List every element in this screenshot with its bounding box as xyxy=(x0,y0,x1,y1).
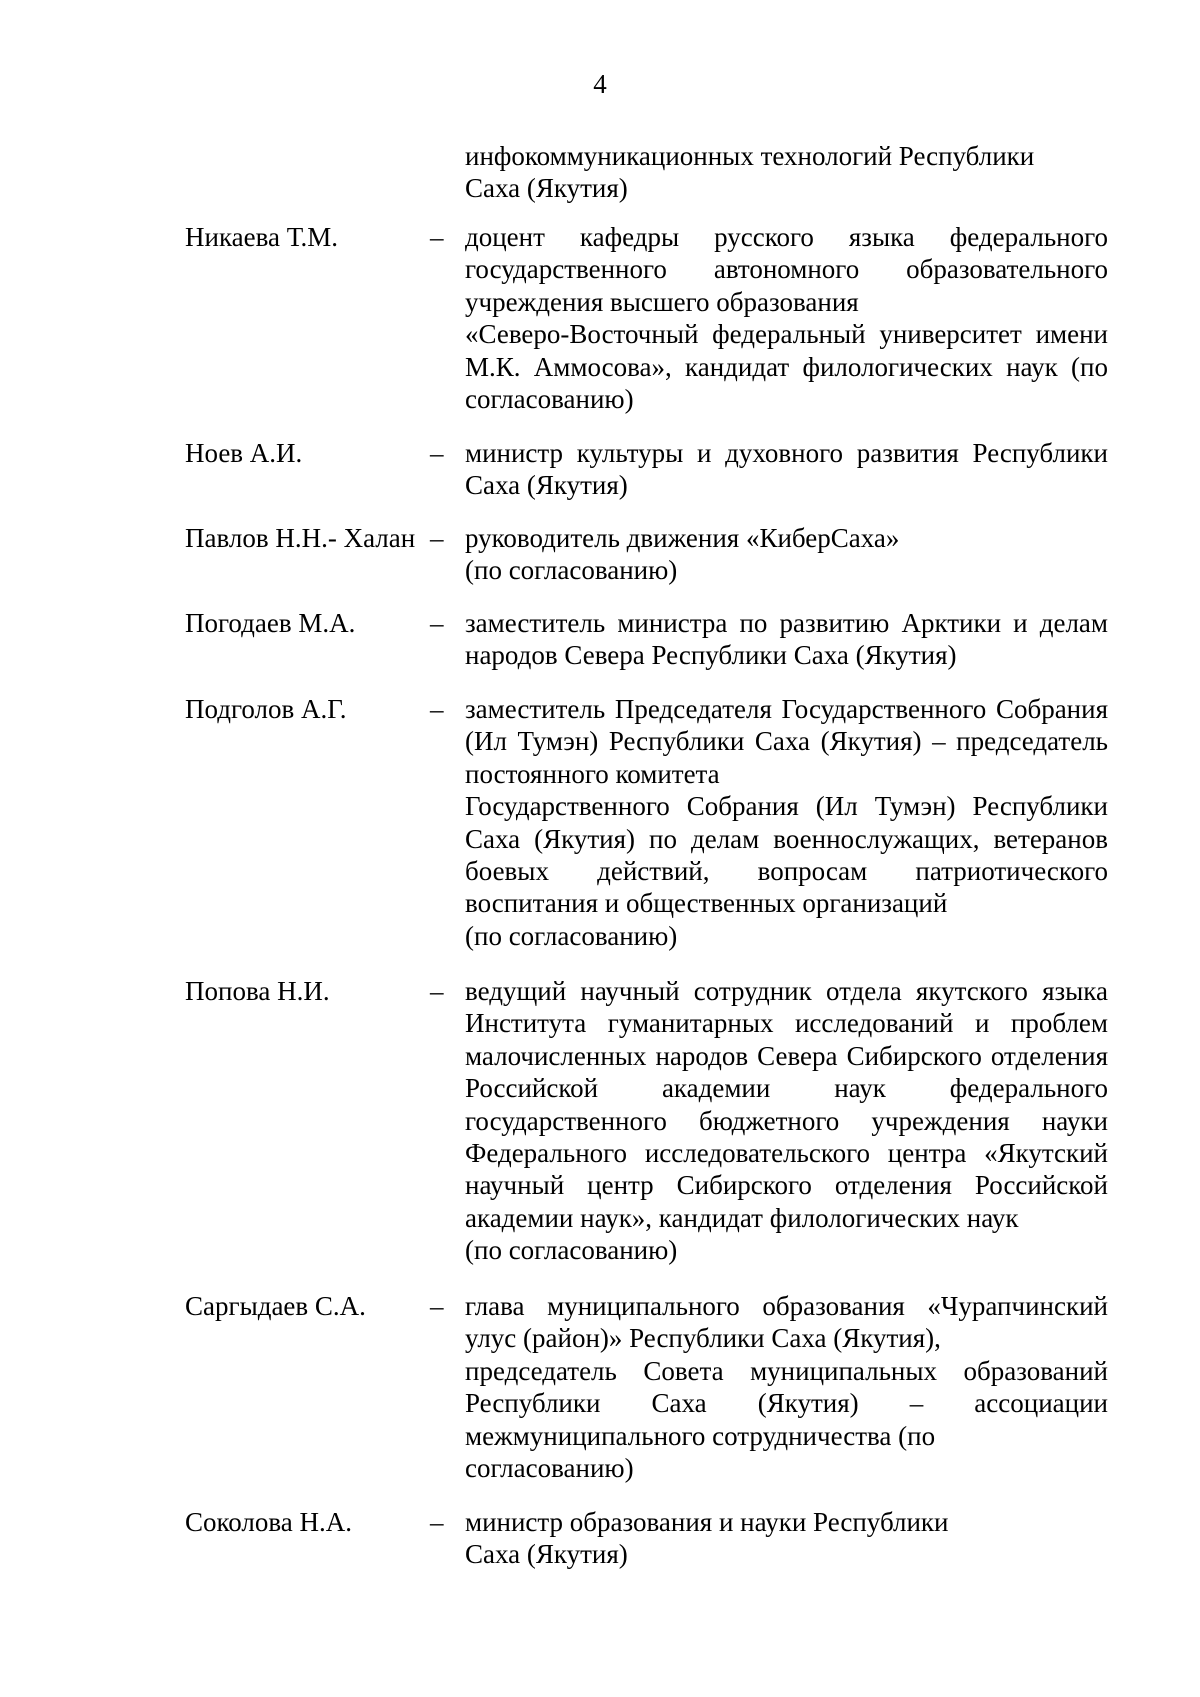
member-description: руководитель движения «КиберСаха» (по согласованию) xyxy=(465,523,900,586)
member-dash: – xyxy=(430,438,444,468)
member-dash: – xyxy=(430,1507,444,1537)
member-name: Саргыдаев С.А. xyxy=(185,1291,366,1321)
member-description: заместитель Председателя Государственного Собрания (Ил Тумэн) Республики Саха (Якутия) – председатель постоянного комитета Государственного Собрания (Ил Тумэн) Республики Саха (Якутия) по делам военнослужащих, ветеранов боевых действий, вопросам патриотического воспитания и общественных организаций (по согласованию) xyxy=(465,694,1108,951)
continuation-text: инфокоммуникационных технологий Республики Саха (Якутия) xyxy=(465,141,1035,204)
member-description: глава муниципального образования «Чурапчинский улус (район)» Республики Саха (Якутия), председатель Совета муниципальных образований Республики Саха (Якутия) – ассоциации межмуниципального сотрудничества (по согласованию) xyxy=(465,1291,1108,1484)
member-name: Соколова Н.А. xyxy=(185,1507,352,1537)
member-description: министр образования и науки Республики Саха (Якутия) xyxy=(465,1507,949,1570)
member-dash: – xyxy=(430,222,444,252)
member-dash: – xyxy=(430,694,444,724)
member-description: ведущий научный сотрудник отдела якутского языка Института гуманитарных исследований и проблем малочисленных народов Севера Сибирского отделения Российской академии наук федерального государственного бюджетного учреждения науки Федерального исследовательского центра «Якутский научный центр Сибирского отделения Российской академии наук», кандидат филологических наук (по согласованию) xyxy=(465,976,1108,1266)
member-dash: – xyxy=(430,1291,444,1321)
member-name: Попова Н.И. xyxy=(185,976,330,1006)
member-description: заместитель министра по развитию Арктики и делам народов Севера Республики Саха (Якутия) xyxy=(465,608,1108,671)
member-dash: – xyxy=(430,976,444,1006)
member-description: доцент кафедры русского языка федерального государственного автономного образовательного учреждения высшего образования «Северо-Восточный федеральный университет имени М.К. Аммосова», кандидат филологических наук (по согласованию) xyxy=(465,222,1108,415)
member-description: министр культуры и духовного развития Республики Саха (Якутия) xyxy=(465,438,1108,501)
member-name: Ноев А.И. xyxy=(185,438,303,468)
page-number: 4 xyxy=(593,69,607,99)
member-dash: – xyxy=(430,523,444,553)
member-name: Никаева Т.М. xyxy=(185,222,339,252)
member-name: Павлов Н.Н.- Халан xyxy=(185,523,416,553)
member-dash: – xyxy=(430,608,444,638)
member-name: Погодаев М.А. xyxy=(185,608,356,638)
member-name: Подголов А.Г. xyxy=(185,694,347,724)
